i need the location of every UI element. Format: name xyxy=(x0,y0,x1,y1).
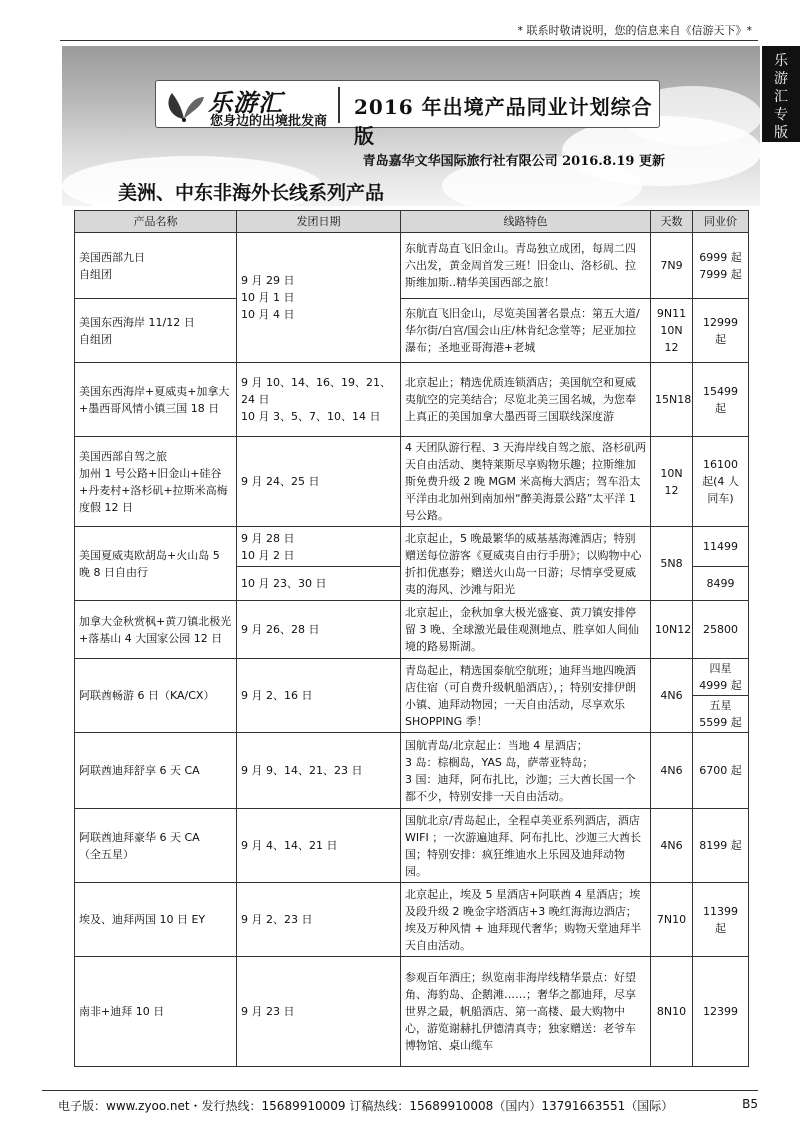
page-number: B5 xyxy=(742,1097,758,1111)
product-table xyxy=(74,210,749,1067)
side-tab xyxy=(762,46,800,142)
table-row xyxy=(75,733,749,809)
top-note: * 联系时敬请说明，您的信息来自《信游天下》* xyxy=(517,24,752,37)
trade-price: 12399 xyxy=(693,957,749,1067)
departure-dates: 9 月 23 日 xyxy=(237,957,401,1067)
table-row xyxy=(75,659,749,696)
product-name: 美国西部九日 自组团 xyxy=(75,233,237,299)
section-title: 美洲、中东非海外长线系列产品 xyxy=(118,182,385,204)
trip-days: 7N9 xyxy=(651,233,693,299)
route-features: 参观百年酒庄；纵览南非海岸线精华景点：好望角、海豹岛、企鹅滩……；奢华之都迪拜，尽享世界之最，帆船酒店、第一高楼、最大购物中心，游览谢赫扎伊德清真寺；独家赠送：老爷车博物馆、桌山缆车 xyxy=(401,957,651,1067)
product-name: 南非+迪拜 10 日 xyxy=(75,957,237,1067)
column-header-date: 发团日期 xyxy=(237,211,401,233)
trip-days: 7N10 xyxy=(651,883,693,957)
product-name: 阿联酋迪拜舒享 6 天 CA xyxy=(75,733,237,809)
trade-price: 11399 起 xyxy=(693,883,749,957)
departure-dates: 10 月 23、30 日 xyxy=(237,567,401,601)
trip-days: 10N 12 xyxy=(651,437,693,527)
trade-price: 16100 起(4 人 同车) xyxy=(693,437,749,527)
company-update-line: 青岛嘉华文华国际旅行社有限公司 2016.8.19 更新 xyxy=(362,154,665,169)
trade-price: 12999 起 xyxy=(693,299,749,363)
route-features: 国航青岛/北京起止：当地 4 星酒店； 3 岛：棕榈岛，YAS 岛，萨蒂亚特岛； 3 国：迪拜，阿布扎比，沙迦；三大酋长国一个都不少，特别安排一天自由活动。 xyxy=(401,733,651,809)
trip-days: 9N11 10N 12 xyxy=(651,299,693,363)
departure-dates: 9 月 24、25 日 xyxy=(237,437,401,527)
column-header-price: 同业价 xyxy=(693,211,749,233)
top-rule xyxy=(60,40,758,41)
trade-price: 6700 起 xyxy=(693,733,749,809)
route-features: 东航直飞旧金山，尽览美国著名景点：第五大道/华尔街/白宫/国会山庄/林肯纪念堂等；尼亚加拉瀑布；圣地亚哥海港+老城 xyxy=(401,299,651,363)
product-name: 美国东西海岸+夏威夷+加拿大+墨西哥风情小镇三国 18 日 xyxy=(75,363,237,437)
route-features: 青岛起止，精选国泰航空航班；迪拜当地四晚酒店住宿（可自费升级帆船酒店），；特别安排伊朗小镇、迪拜动物园；一天自由活动，尽享欢乐 SHOPPING 季！ xyxy=(401,659,651,733)
departure-dates: 9 月 4、14、21 日 xyxy=(237,809,401,883)
trade-price: 8199 起 xyxy=(693,809,749,883)
route-features: 东航青岛直飞旧金山。青岛独立成团，每周二四六出发，黄金周首发三班！旧金山、洛杉矶、拉斯维加斯..精华美国西部之旅！ xyxy=(401,233,651,299)
route-features: 北京起止，5 晚最繁华的威基基海滩酒店；特别赠送每位游客《夏威夷自由行手册》；以购物中心折扣优惠券；赠送火山岛一日游；尽情享受夏威夷的海风、沙滩与阳光 xyxy=(401,527,651,601)
departure-dates: 9 月 2、23 日 xyxy=(237,883,401,957)
trip-days: 4N6 xyxy=(651,809,693,883)
table-row xyxy=(75,809,749,883)
route-features: 北京起止；精选优质连锁酒店；美国航空和夏威夷航空的完美结合；尽览北美三国名城，为您奉上真正的美国加拿大墨西哥三国联线深度游 xyxy=(401,363,651,437)
departure-dates: 9 月 9、14、21、23 日 xyxy=(237,733,401,809)
table-row xyxy=(75,883,749,957)
trade-price: 15499 起 xyxy=(693,363,749,437)
table-row xyxy=(75,527,749,567)
logo-title-box xyxy=(155,80,660,148)
trade-price: 25800 xyxy=(693,601,749,659)
trade-price: 6999 起 7999 起 xyxy=(693,233,749,299)
column-header-days: 天数 xyxy=(651,211,693,233)
trade-price: 8499 xyxy=(693,567,749,601)
route-features: 北京起止，金秋加拿大极光盛宴、黄刀镇安排停留 3 晚、全球激光最佳观测地点、胜享如人间仙境的路易斯湖。 xyxy=(401,601,651,659)
departure-dates: 9 月 26、28 日 xyxy=(237,601,401,659)
table-row xyxy=(75,957,749,1067)
route-features: 国航北京/青岛起止，全程卓美亚系列酒店，酒店 WIFI ；一次游遍迪拜、阿布扎比、沙迦三大酋长国；特别安排：疯狂维迪水上乐园及迪拜动物园。 xyxy=(401,809,651,883)
product-name: 美国夏威夷欧胡岛+火山岛 5 晚 8 日自由行 xyxy=(75,527,237,601)
footer-contact: 电子版：www.zyoo.net・发行热线：15689910009 订稿热线：15689910008（国内）13791663551（国际） xyxy=(58,1099,674,1113)
product-name: 美国西部自驾之旅 加州 1 号公路+旧金山+硅谷+丹麦村+洛杉矶+拉斯米高梅度假 12 日 xyxy=(75,437,237,527)
side-tab-label: 乐游汇专版 xyxy=(774,53,788,141)
trip-days: 4N6 xyxy=(651,659,693,733)
product-name: 加拿大金秋赏枫+黄刀镇北极光+落基山 4 大国家公园 12 日 xyxy=(75,601,237,659)
logo-divider xyxy=(338,87,340,123)
trade-price: 四星 4999 起 xyxy=(693,659,749,696)
logo-slogan: 您身边的出境批发商 xyxy=(210,114,328,129)
table-row xyxy=(75,363,749,437)
table-row xyxy=(75,299,749,363)
logo-name: 乐游汇 xyxy=(208,89,283,117)
trip-days: 8N10 xyxy=(651,957,693,1067)
departure-dates: 9 月 28 日 10 月 2 日 xyxy=(237,527,401,567)
product-name: 阿联酋迪拜豪华 6 天 CA （全五星） xyxy=(75,809,237,883)
departure-dates: 9 月 10、14、16、19、21、24 日 10 月 3、5、7、10、14 日 xyxy=(237,363,401,437)
trip-days: 5N8 xyxy=(651,527,693,601)
product-name: 美国东西海岸 11/12 日 自组团 xyxy=(75,299,237,363)
trade-price: 五星 5599 起 xyxy=(693,696,749,733)
table-row xyxy=(75,233,749,299)
table-row xyxy=(75,437,749,527)
route-features: 4 天团队游行程、3 天海岸线自驾之旅、洛杉矶两天自由活动、奥特莱斯尽享购物乐趣；拉斯维加斯免费升级 2 晚 MGM 米高梅大酒店；驾车沿太平洋由北加州到南加州“醉美海景公路”太平洋 1 号公路。 xyxy=(401,437,651,527)
column-header-name: 产品名称 xyxy=(75,211,237,233)
trade-price: 11499 xyxy=(693,527,749,567)
footer xyxy=(58,1097,758,1114)
route-features: 北京起止，埃及 5 星酒店+阿联酋 4 星酒店；埃及段升级 2 晚金字塔酒店+3 晚红海海边酒店；埃及万种风情 + 迪拜现代奢华；购物天堂迪拜半天自由活动。 xyxy=(401,883,651,957)
butterfly-logo-icon xyxy=(162,87,206,125)
column-header-route: 线路特色 xyxy=(401,211,651,233)
departure-dates: 9 月 2、16 日 xyxy=(237,659,401,733)
product-name: 阿联酋畅游 6 日（KA/CX） xyxy=(75,659,237,733)
trip-days: 10N12 xyxy=(651,601,693,659)
trip-days: 15N18 xyxy=(651,363,693,437)
departure-dates: 9 月 29 日 10 月 1 日 10 月 4 日 xyxy=(237,233,401,363)
table-header-row xyxy=(75,211,749,233)
bottom-rule xyxy=(42,1090,758,1091)
page-title: 2016 年出境产品同业计划综合版 xyxy=(354,95,653,148)
table-row xyxy=(75,601,749,659)
trip-days: 4N6 xyxy=(651,733,693,809)
product-name: 埃及、迪拜两国 10 日 EY xyxy=(75,883,237,957)
